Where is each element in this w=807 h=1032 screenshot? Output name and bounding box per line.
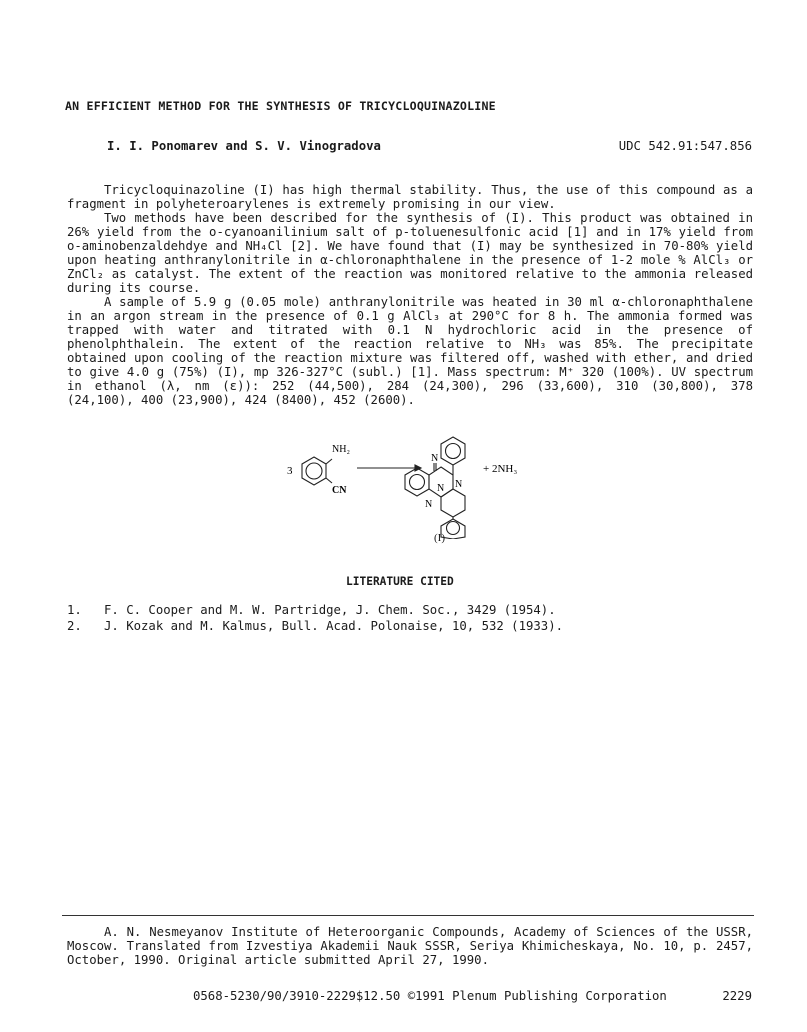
reaction-scheme <box>287 427 517 539</box>
compound-label: (I) <box>434 532 445 544</box>
paragraph-2: Two methods have been described for the synthesis of (I). This product was obtained in 26% yield from the o-cyanoanilinium salt of p-toluenesulfonic acid [1] and in 17% yield from o-aminobenzaldehdye and NH₄Cl [2]. We have found that (I) may be synthesized in 70-80% yield upon heating anthranylonitrile in α-chloronaphthalene in the presence of 1-2 mole % AlCl₃ or ZnCl₂ as catalyst. The extent of the reaction was monitored relative to the ammonia released during its course. <box>67 211 753 295</box>
paragraph-3: A sample of 5.9 g (0.05 mole) anthranylonitrile was heated in 30 ml α-chloronaphthalene in an argon stream in the presence of 0.1 g AlCl₃ at 290°C for 8 h. The ammonia formed was trapped with water and titrated with 0.1 N hydrochloric acid in the presence of phenolphthalein. The extent of the reaction relative to NH₃ was 85%. The precipitate obtained upon cooling of the reaction mixture was filtered off, washed with ether, and dried to give 4.0 g (75%) (I), mp 326-327°C (subl.) [1]. Mass spectrum: M⁺ 320 (100%). UV spectrum in ethanol (λ, nm (ε)): 252 (44,500), 284 (24,300), 296 (33,600), 310 (30,800), 378 (24,100), 400 (23,900), 424 (8400), 452 (2600). <box>67 295 753 407</box>
byproduct-label: + 2NH₃ <box>483 463 517 475</box>
nitrogen-top-label: N <box>431 453 439 464</box>
nitrogen-center-label: N <box>437 483 445 494</box>
reference-item <box>67 603 767 619</box>
footnote <box>67 925 753 967</box>
article-body <box>67 183 753 407</box>
reference-text: F. C. Cooper and M. W. Partridge, J. Chem. Soc., 3429 (1954). <box>104 603 556 617</box>
reference-number: 2. <box>67 619 82 633</box>
footnote-text: A. N. Nesmeyanov Institute of Heteroorganic Compounds, Academy of Sciences of the USSR, Moscow. Translated from Izvestiya Akademii Nauk SSSR, Seriya Khimicheskaya, No. 10, p. 2457, October, 1990. Original article submitted April 27, 1990. <box>67 925 753 967</box>
authors: I. I. Ponomarev and S. V. Vinogradova <box>107 139 381 153</box>
left-fused-ring <box>405 468 429 496</box>
reference-text: J. Kozak and M. Kalmus, Bull. Acad. Polonaise, 10, 532 (1933). <box>104 619 564 633</box>
footnote-divider <box>62 915 754 916</box>
literature-heading: LITERATURE CITED <box>346 575 454 588</box>
amino-group-label: NH₂ <box>332 444 350 455</box>
right-fused-ring <box>441 489 465 517</box>
copyright-line: 0568-5230/90/3910-2229$12.50 ©1991 Plenum Publishing Corporation <box>193 989 667 1003</box>
nitrogen-right-label: N <box>455 479 463 490</box>
page-number: 2229 <box>722 989 752 1003</box>
cyano-group-label: CN <box>332 485 347 496</box>
paragraph-1: Tricycloquinazoline (I) has high thermal stability. Thus, the use of this compound as a fragment in polyheteroarylenes is extremely promising in our view. <box>67 183 753 211</box>
reactant-multiplier: 3 <box>287 465 293 477</box>
nitrogen-bottom-label: N <box>425 499 433 510</box>
paper-title: AN EFFICIENT METHOD FOR THE SYNTHESIS OF TRICYCLOQUINAZOLINE <box>65 99 496 113</box>
top-phenyl-ring <box>441 437 465 465</box>
reference-item <box>67 619 767 635</box>
udc-code: UDC 542.91:547.856 <box>618 139 752 153</box>
reference-number: 1. <box>67 603 82 617</box>
reference-list <box>67 603 767 635</box>
